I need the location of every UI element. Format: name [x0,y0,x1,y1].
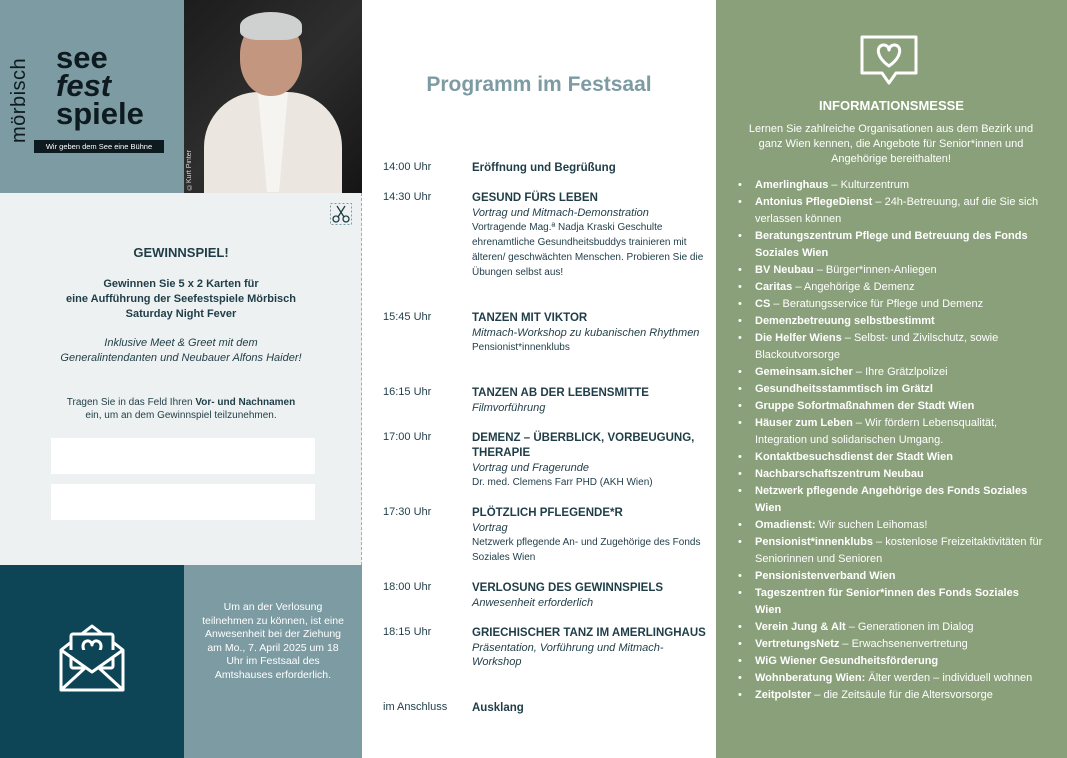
event-subtitle: Vortrag [472,522,508,534]
org-name: Zeitpolster [755,689,812,701]
event-info [472,626,708,669]
list-item [738,483,1044,517]
photo-hair [240,12,302,40]
chat-heart-icon [858,33,920,87]
list-item [738,177,1044,194]
event-title: VERLOSUNG DES GEWINNSPIELS [472,582,664,594]
org-desc: – die Zeitsäule für die Altersvorsorge [811,689,993,701]
event-info [472,506,708,565]
list-item [738,330,1044,364]
org-desc: – Kulturzentrum [828,179,910,191]
prize-line-2: eine Aufführung der Seefestspiele Mörbisch [65,293,297,305]
list-item [738,466,1044,483]
first-name-field[interactable] [51,438,315,474]
list-item [738,296,1044,313]
event-description: Dr. med. Clemens Farr PHD (AKH Wien) [472,477,653,488]
event-time: 18:15 Uhr [383,626,432,638]
event-title: TANZEN AB DER LEBENSMITTE [472,387,649,399]
informationsmesse-title: INFORMATIONSMESSE [819,98,964,113]
org-desc: – 24h-Betreuung, auf die Sie sich verlassen können [755,196,1039,225]
instr-text-c: ein, um an dem Gewinnspiel teilzunehmen. [85,410,277,421]
event-time: im Anschluss [383,701,448,713]
org-name: Gruppe Sofortmaßnahmen der Stadt Wien [755,400,975,412]
event-time: 18:00 Uhr [383,581,432,593]
logo-line-spiele: spiele [56,96,144,131]
list-item [738,636,1044,653]
logo-line-fest: fest [56,68,112,103]
extra-line-1: Inklusive Meet & Greet mit dem [104,337,258,349]
org-name: BV Neubau [755,264,814,276]
gewinnspiel-instructions [0,396,362,422]
event-title: PLÖTZLICH PFLEGENDE*R [472,507,623,519]
org-name: Demenzbetreuung selbstbestimmt [755,315,935,327]
event-time: 14:30 Uhr [383,191,432,203]
program-title: Programm im Festsaal [426,73,652,96]
org-name: Antonius PflegeDienst [755,196,873,208]
event-description: Pensionist*innenklubs [472,342,570,353]
portrait-photo [184,0,362,193]
prize-line-3: Saturday Night Fever [125,308,237,320]
org-name: Tageszentren für Senior*innen des Fonds Soziales Wien [755,587,1019,616]
event-subtitle: Filmvorführung [472,402,546,414]
event-title: DEMENZ – ÜBERBLICK, VORBEUGUNG, THERAPIE [472,432,695,459]
org-name: Gesundheitsstammtisch im Grätzl [755,383,933,395]
informationsmesse-intro: Lernen Sie zahlreiche Organisationen aus dem Bezirk und ganz Wien kennen, die Angebote für Senior*innen und Angehörige bereithalten! [748,123,1034,165]
list-item [738,568,1044,585]
org-desc: – Wir fördern Lebensqualität, Integration und solidarischen Umgang. [755,417,998,446]
org-name: WiG Wiener Gesundheitsförderung [755,655,939,667]
instr-text-a: Tragen Sie in das Feld Ihren [66,397,196,408]
extra-line-2: Generalintendanten und Neubauer Alfons Haider! [60,352,302,364]
logo-moerbisch: mörbisch [8,57,30,143]
org-name: Gemeinsam.sicher [755,366,853,378]
event-info [472,311,708,355]
event-info [472,386,708,415]
org-desc: – Bürger*innen-Anliegen [813,264,937,276]
org-name: Verein Jung & Alt [755,621,846,633]
seefestspiele-logo [0,0,184,193]
org-desc: – kostenlose Freizeitaktivitäten für Seniorinnen und Senioren [755,536,1043,565]
event-subtitle: Vortrag und Mitmach-Demonstration [472,207,649,219]
logo-tagline: Wir geben dem See eine Bühne [34,140,164,153]
event-description: Vortragende Mag.ª Nadja Kraski Geschulte ehrenamtliche Gesundheitsbuddys trainieren mit älteren/ geschwächten Menschen. Probieren Sie die Übungen selbst aus! [472,222,704,278]
list-item [738,381,1044,398]
org-desc: – Generationen im Dialog [845,621,974,633]
org-name: Netzwerk pflegende Angehörige des Fonds Soziales Wien [755,485,1028,514]
instr-text-bold: Vor- und Nachnamen [195,397,296,408]
event-subtitle: Vortrag und Fragerunde [472,462,589,474]
event-subtitle: Anwesenheit erforderlich [472,597,594,609]
org-name: Nachbarschaftszentrum Neubau [755,468,924,480]
list-item [738,279,1044,296]
gewinnspiel-title: GEWINNSPIEL! [133,245,229,260]
list-item [738,228,1044,262]
event-description: Netzwerk pflegende An- und Zugehörige des Fonds Soziales Wien [472,537,701,563]
event-title: Eröffnung und Begrüßung [472,162,616,174]
org-desc: – Selbst- und Zivilschutz, sowie Blackoutvorsorge [755,332,999,361]
list-item [738,619,1044,636]
event-subtitle: Mitmach-Workshop zu kubanischen Rhythmen [472,327,700,339]
photo-credit: ©Kurt Pinter [186,150,193,191]
event-title: GESUND FÜRS LEBEN [472,192,598,204]
org-name: Kontaktbesuchsdienst der Stadt Wien [755,451,953,463]
draw-note: Um an der Verlosung teilnehmen zu können, ist eine Anwesenheit bei der Ziehung am Mo., 7. April 2025 um 18 Uhr im Festsaal des Amtshauses erforderlich. [202,601,344,681]
org-name: Wohnberatung Wien: [755,672,866,684]
event-info [472,701,708,716]
org-name: Amerlinghaus [755,179,829,191]
list-item [738,687,1044,704]
event-time: 14:00 Uhr [383,161,432,173]
org-desc: Wir suchen Leihomas! [815,519,928,531]
event-time: 16:15 Uhr [383,386,432,398]
org-desc: Älter werden – individuell wohnen [865,672,1033,684]
event-title: Ausklang [472,702,524,714]
org-name: CS [755,298,771,310]
org-name: Häuser zum Leben [755,417,853,429]
org-name: Die Helfer Wiens [755,332,842,344]
event-info [472,581,708,610]
event-info [472,161,708,176]
list-item [738,415,1044,449]
event-time: 15:45 Uhr [383,311,432,323]
list-item [738,670,1044,687]
org-name: Beratungszentrum Pflege und Betreuung des Fonds Soziales Wien [755,230,1028,259]
prize-line-1: Gewinnen Sie 5 x 2 Karten für [103,278,259,290]
event-info [472,431,708,490]
org-name: Omadienst: [755,519,816,531]
org-name: Pensionist*innenklubs [755,536,873,548]
list-item [738,313,1044,330]
list-item [738,194,1044,228]
list-item [738,653,1044,670]
list-item [738,534,1044,568]
list-item [738,364,1044,381]
logo-line-see: see [56,40,108,75]
event-title: GRIECHISCHER TANZ IM AMERLINGHAUS [472,627,706,639]
org-name: VertretungsNetz [755,638,840,650]
last-name-field[interactable] [51,484,315,520]
gewinnspiel-prize [0,277,362,322]
list-item [738,262,1044,279]
org-name: Caritas [755,281,793,293]
list-item [738,449,1044,466]
event-time: 17:30 Uhr [383,506,432,518]
logo-wordmark [56,40,144,131]
org-desc: – Angehörige & Demenz [792,281,915,293]
organisation-list [738,177,1044,704]
org-desc: – Beratungsservice für Pflege und Demenz [770,298,984,310]
list-item [738,398,1044,415]
envelope-heart-icon [57,620,127,694]
org-desc: – Erwachsenenvertretung [839,638,968,650]
org-desc: – Ihre Grätzlpolizei [852,366,948,378]
list-item [738,517,1044,534]
list-item [738,585,1044,619]
org-name: Pensionistenverband Wien [755,570,896,582]
event-subtitle: Präsentation, Vorführung und Mitmach-Workshop [472,642,664,668]
event-title: TANZEN MIT VIKTOR [472,312,588,324]
event-info [472,191,708,280]
gewinnspiel-extra [0,336,362,366]
scissors-icon [330,203,352,225]
event-time: 17:00 Uhr [383,431,432,443]
